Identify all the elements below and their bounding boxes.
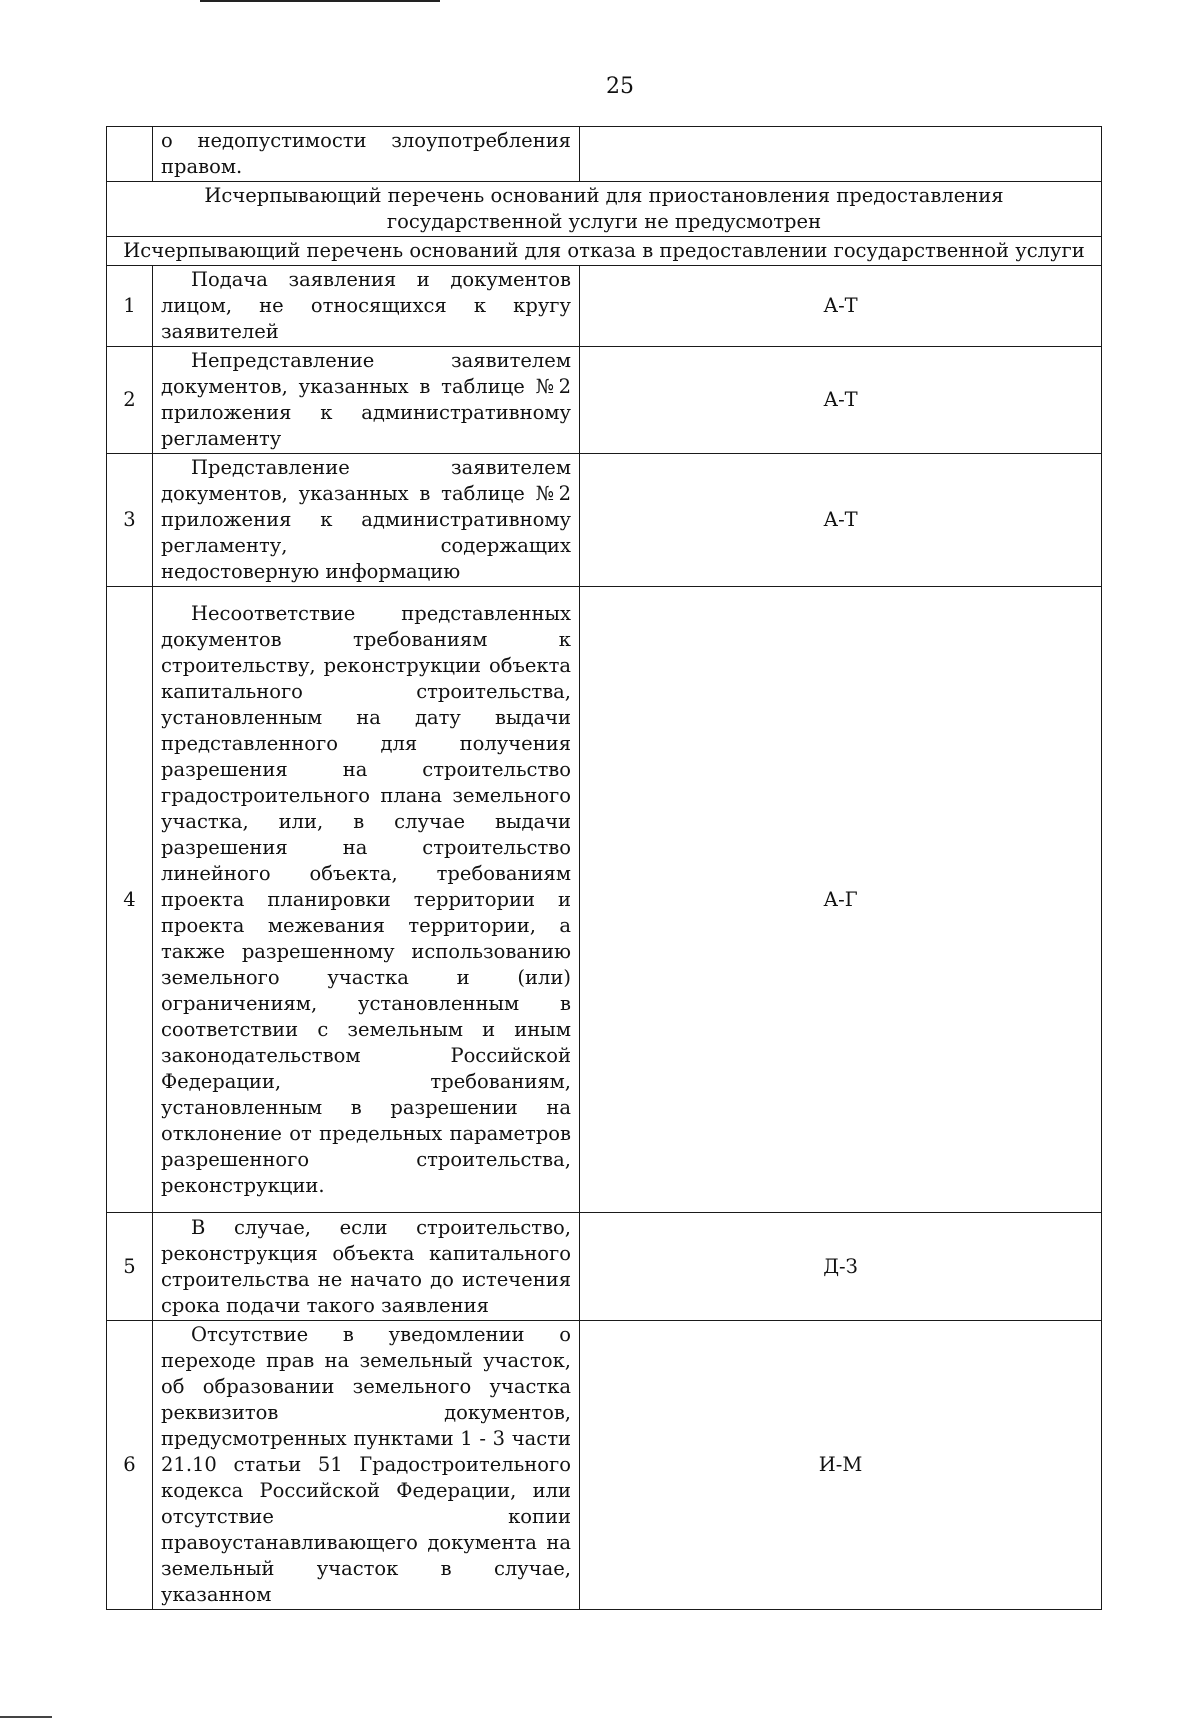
row-text-cell: [153, 127, 580, 182]
row-text: Отсутствие в уведомлении о переходе прав на земельный участок, об образовании земельного участка реквизитов документов, предусмотренных пунктами 1 - 3 части 21.10 статьи 51 Градостроительного кодекса Российской Федерации, или отсутствие копии правоустанавливающего документа на земельный участок в случае, указанном: [161, 1323, 571, 1606]
row-text: о недопустимости злоупотребления правом.: [161, 129, 571, 178]
row-number-cell: 6: [107, 1321, 153, 1610]
table-row: [107, 266, 1102, 347]
scan-top-edge-rule: [200, 0, 440, 2]
table-row-suspension-heading: [107, 182, 1102, 237]
row-number-cell: 4: [107, 587, 153, 1213]
row-value-cell: Д-З: [580, 1213, 1102, 1321]
row-number-cell: 2: [107, 347, 153, 454]
row-text-cell: [153, 1321, 580, 1610]
row-text: Подача заявления и документов лицом, не относящихся к кругу заявителей: [161, 268, 571, 343]
row-value-cell: [580, 127, 1102, 182]
row-value-cell: А-Т: [580, 266, 1102, 347]
table-row: [107, 1213, 1102, 1321]
row-text-cell: [153, 1213, 580, 1321]
row-value-cell: И-М: [580, 1321, 1102, 1610]
row-text-cell: [153, 347, 580, 454]
row-text: Представление заявителем документов, указанных в таблице №2 приложения к административному регламенту, содержащих недостоверную информацию: [161, 456, 571, 583]
row-text-cell: [153, 266, 580, 347]
row-text-cell: [153, 587, 580, 1213]
table-row-continuation: [107, 127, 1102, 182]
row-number-cell: [107, 127, 153, 182]
grounds-table: [106, 126, 1102, 1610]
scan-bottom-edge-rule: [0, 1716, 52, 1718]
refusal-heading: Исчерпывающий перечень оснований для отказа в предоставлении государственной услуги: [107, 237, 1102, 266]
row-text: Непредставление заявителем документов, указанных в таблице №2 приложения к административному регламенту: [161, 349, 571, 450]
table-row: [107, 587, 1102, 1213]
page-number: 25: [606, 74, 634, 99]
row-number-cell: 5: [107, 1213, 153, 1321]
row-text: Несоответствие представленных документов требованиям к строительству, реконструкции объекта капитального строительства, установленным на дату выдачи представленного для получения разрешения на строительство градостроительного плана земельного участка, или, в случае выдачи разрешения на строительство линейного объекта, требованиям проекта планировки территории и проекта межевания территории, а также разрешенному использованию земельного участка и (или) ограничениям, установленным в соответствии с земельным и иным законодательством Российской Федерации, требованиям, установленным в разрешении на отклонение от предельных параметров разрешенного строительства, реконструкции.: [161, 601, 571, 1197]
suspension-heading: Исчерпывающий перечень оснований для приостановления предоставления государственной услуги не предусмотрен: [107, 182, 1102, 237]
table-row-refusal-heading: [107, 237, 1102, 266]
table-row: [107, 347, 1102, 454]
row-value-cell: А-Т: [580, 347, 1102, 454]
row-text-cell: [153, 454, 580, 587]
row-number-cell: 1: [107, 266, 153, 347]
row-value-cell: А-Т: [580, 454, 1102, 587]
row-text: В случае, если строительство, реконструкция объекта капитального строительства не начато до истечения срока подачи такого заявления: [161, 1215, 571, 1317]
table-row: [107, 1321, 1102, 1610]
row-number-cell: 3: [107, 454, 153, 587]
table-row: [107, 454, 1102, 587]
row-value-cell: А-Г: [580, 587, 1102, 1213]
